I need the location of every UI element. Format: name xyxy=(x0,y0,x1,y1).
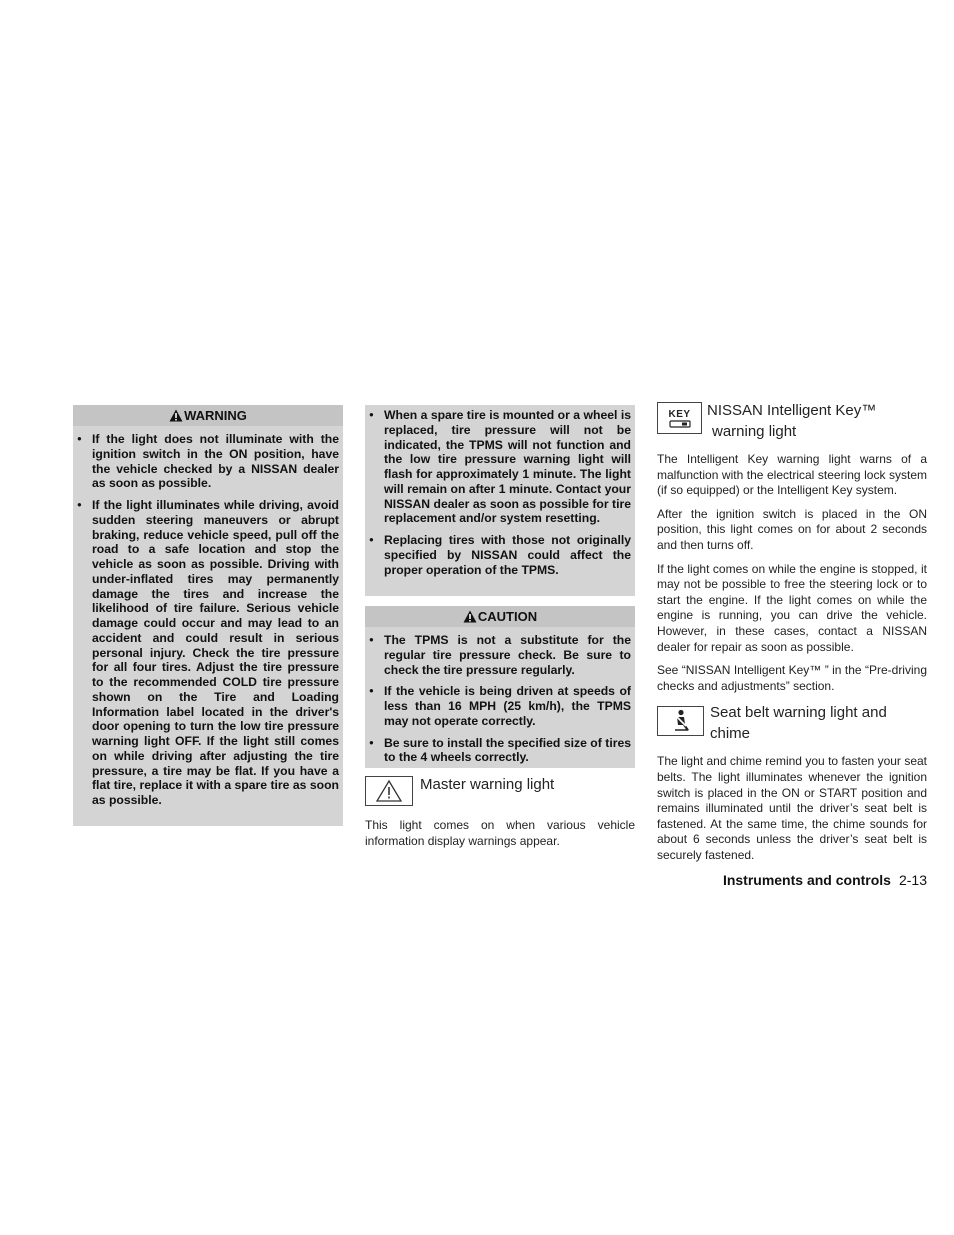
list-item: ● If the light illuminates while driving, avoid sudden steering maneuvers or abrupt braking, reduce vehicle speed, pull off the road to a safe location and stop the vehicle as soon as possible. Driving with under-inflated tires may permanently damage the tires and increase the likelihood of tire failure. Serious vehicle damage could occur and may lead to an accident and could result in serious personal injury. Check the tire pressure for all four tires. Adjust the tire pressure to the recommended COLD tire pressure shown on the Tire and Loading Information label located in the driver's door opening to turn the low tire pressure warning light OFF. If the light still comes on while driving after adjusting the tire pressure, a tire may be flat. If you have a flat tire, replace it with a spare tire as soon as possible. xyxy=(77,498,339,808)
intelligent-key-title: NISSAN Intelligent Key™ warning light xyxy=(707,402,877,440)
list-item: ● The TPMS is not a substitute for the regular tire pressure check. Be sure to check the tire pressure regularly. xyxy=(369,633,631,677)
intelligent-key-body xyxy=(657,452,927,694)
list-item: ● When a spare tire is mounted or a wheel is replaced, tire pressure will not be indicated, the TPMS will not function and the low tire pressure warning light will flash for approximately 1 minute. The light will remain on after 1 minute. Contact your NISSAN dealer as soon as possible for tire replacement and/or system resetting. xyxy=(369,408,631,526)
list-item: ● Be sure to install the specified size of tires to the 4 wheels correctly. xyxy=(369,736,631,766)
key-fob-icon xyxy=(669,420,691,428)
intelligent-key-heading xyxy=(657,400,927,442)
page-number: 2-13 xyxy=(898,872,927,888)
master-warning-title: Master warning light xyxy=(420,776,555,793)
caution-box xyxy=(365,606,635,768)
seat-belt-icon-box xyxy=(657,706,704,736)
column-3 xyxy=(657,400,927,871)
caution-list xyxy=(369,633,631,765)
paragraph: See “NISSAN Intelligent Key™ ” in the “Pre-driving checks and adjustments” section. xyxy=(657,663,927,693)
caution-triangle-icon xyxy=(463,610,477,623)
list-item: ● If the vehicle is being driven at speeds of less than 16 MPH (25 km/h), the TPMS may not operate correctly. xyxy=(369,684,631,728)
warning-header xyxy=(73,405,343,426)
warning-list xyxy=(77,432,339,808)
warning-continued-box xyxy=(365,405,635,596)
master-warning-icon-box xyxy=(365,776,413,806)
page-footer xyxy=(723,872,927,888)
master-warning-body: This light comes on when various vehicle information display warnings appear. xyxy=(365,818,635,848)
intelligent-key-icon-box xyxy=(657,402,702,434)
column-2 xyxy=(365,405,635,857)
warning-triangle-icon xyxy=(375,779,403,803)
master-warning-heading xyxy=(365,776,635,806)
list-item: ● Replacing tires with those not originally specified by NISSAN could affect the proper operation of the TPMS. xyxy=(369,533,631,577)
paragraph: The Intelligent Key warning light warns of a malfunction with the electrical steering lock system (if so equipped) or the Intelligent Key system. xyxy=(657,452,927,498)
paragraph: If the light comes on while the engine is stopped, it may not be possible to free the steering lock or to start the engine. If the light comes on while the engine is running, you can drive the vehicle. However, in these cases, contact a NISSAN dealer for repair as soon as possible. xyxy=(657,561,927,654)
key-icon: KEY xyxy=(668,408,691,420)
seat-belt-title: Seat belt warning light and chime xyxy=(710,704,887,743)
list-item: ● If the light does not illuminate with the ignition switch in the ON position, have the vehicle checked by a NISSAN dealer as soon as possible. xyxy=(77,432,339,491)
seat-belt-body: The light and chime remind you to fasten your seat belts. The light illuminates whenever the ignition switch is placed in the ON or START position and remains illuminated until the driver’s seat belt is fastened. At the same time, the chime sounds for about 6 seconds unless the driver’s seat belt is securely fastened. xyxy=(657,754,927,862)
seat-belt-icon xyxy=(670,709,692,733)
seat-belt-heading xyxy=(657,704,927,744)
warning-triangle-icon xyxy=(169,409,183,422)
warning-label: WARNING xyxy=(184,408,247,423)
caution-header xyxy=(365,606,635,627)
paragraph: After the ignition switch is placed in the ON position, this light comes on for about 2 seconds and then turns off. xyxy=(657,506,927,552)
caution-label: CAUTION xyxy=(477,609,538,624)
footer-section-title: Instruments and controls xyxy=(722,872,891,888)
warning-box xyxy=(73,405,343,826)
warning-continued-list xyxy=(369,408,631,577)
